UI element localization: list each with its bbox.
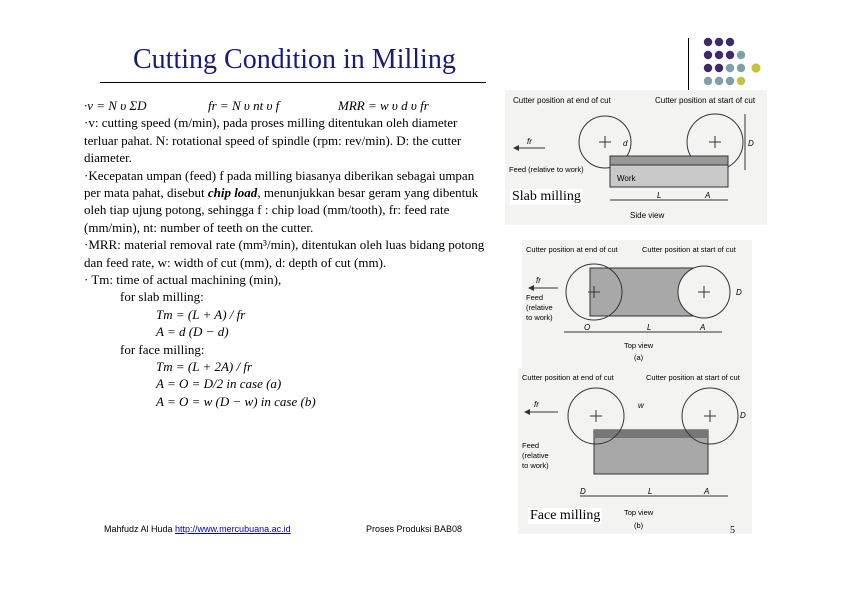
face-a-feed-label-2: (relative <box>526 303 553 312</box>
chip-load-term: chip load <box>207 185 258 201</box>
slab-cut-layer <box>610 156 728 165</box>
cutting-speed-formula: ·v = N υ ΣD <box>84 98 147 113</box>
slab-d-label: d <box>623 139 628 148</box>
face-b-D-label: D <box>740 411 746 420</box>
face-heading: for face milling: <box>120 341 205 357</box>
vertical-divider <box>688 38 689 98</box>
face-b-feed-label-3: to work) <box>522 461 549 470</box>
slab-view-label: Side view <box>630 211 665 220</box>
slab-A-label: A <box>705 191 711 200</box>
feed-desc-part2: , menunjukkan besar geram yang dibentuk oleh tiap ujung potong, sehingga f : chip load (mm/tooth), fr: feed rate (mm/min), nt: number of teeth on the cutter. <box>84 185 479 235</box>
footer-link[interactable]: http://www.mercubuana.ac.id <box>175 524 291 534</box>
face-b-L-label: L <box>648 487 653 496</box>
body-text <box>84 97 490 410</box>
face-b-w-label: w <box>638 401 644 410</box>
face-a-O-label: O <box>584 323 591 332</box>
face-b-fr-label: fr <box>534 400 539 409</box>
face-a-feed-label: Feed <box>526 293 544 302</box>
slab-milling-caption: Slab milling <box>512 189 581 204</box>
mrr-desc: ·MRR: material removal rate (mm³/min), ditentukan oleh luas bidang potong dan feed rate, w: width of cut (mm), d: depth of cut (mm). <box>84 237 485 270</box>
slab-approach-formula: A = d (D − d) <box>156 324 229 340</box>
slab-end-label: Cutter position at end of cut <box>513 96 611 105</box>
slab-work-label: Work <box>617 174 636 183</box>
feed-desc-part1: ·Kecepatan umpan (feed) f pada milling biasanya diberikan sebagai umpan per mata pahat, disebut <box>84 167 475 201</box>
slab-L-label: L <box>657 191 662 200</box>
author-name: Mahfudz Al Huda <box>104 524 176 534</box>
slab-feed-label: Feed (relative to work) <box>509 165 584 174</box>
face-a-view-label: Top view <box>624 341 654 350</box>
footer-author <box>104 524 291 534</box>
face-b-case-label: (b) <box>634 521 644 530</box>
feed-rate-formula: fr = N υ nt υ f <box>208 98 280 113</box>
face-b-A-label: A <box>704 487 710 496</box>
cutting-speed-desc: ·v: cutting speed (m/min), pada proses milling ditentukan oleh diameter terluar pahat. N: rotational speed of spindle (rpm: rev/min). D: the cutter diameter. <box>84 115 462 166</box>
face-milling-figure-a <box>522 240 752 370</box>
slide-title: Cutting Condition in Milling <box>133 44 456 75</box>
face-b-feed-label: Feed <box>522 441 540 450</box>
mrr-formula: MRR = w υ d υ fr <box>338 98 429 113</box>
face-a-case-label: (a) <box>634 353 644 362</box>
face-a-start-label: Cutter position at start of cut <box>642 245 736 254</box>
face-a-D-label: D <box>736 288 742 297</box>
slab-fr-label: fr <box>527 137 532 146</box>
face-a-end-label: Cutter position at end of cut <box>526 245 618 254</box>
slab-time-formula: Tm = (L + A) / fr <box>156 306 246 322</box>
machining-time-desc: · Tm: time of actual machining (min), <box>84 272 282 288</box>
dot-grid <box>704 38 761 98</box>
face-a-A-label: A <box>700 323 706 332</box>
face-approach-a: A = O = D/2 in case (a) <box>156 376 282 392</box>
face-approach-b: A = O = w (D − w) in case (b) <box>156 393 316 409</box>
face-a-L-label: L <box>647 323 652 332</box>
formula-row <box>84 97 490 114</box>
face-b-end-label: Cutter position at end of cut <box>522 373 614 382</box>
face-a-fr-label: fr <box>536 276 541 285</box>
footer-course: Proses Produksi BAB08 <box>366 524 463 534</box>
slab-heading: for slab milling: <box>120 289 204 305</box>
page-number: 5 <box>730 525 735 536</box>
feed-desc <box>84 167 490 237</box>
slab-D-label: D <box>748 139 754 148</box>
face-time-formula: Tm = (L + 2A) / fr <box>156 359 253 375</box>
title-underline <box>100 82 486 83</box>
face-b-feed-label-2: (relative <box>522 451 549 460</box>
face-milling-caption: Face milling <box>530 508 601 523</box>
face-a-feed-label-3: to work) <box>526 313 553 322</box>
face-b-D-bottom-label: D <box>580 487 586 496</box>
face-b-start-label: Cutter position at start of cut <box>646 373 740 382</box>
face-b-view-label: Top view <box>624 508 654 517</box>
slab-start-label: Cutter position at start of cut <box>655 96 756 105</box>
